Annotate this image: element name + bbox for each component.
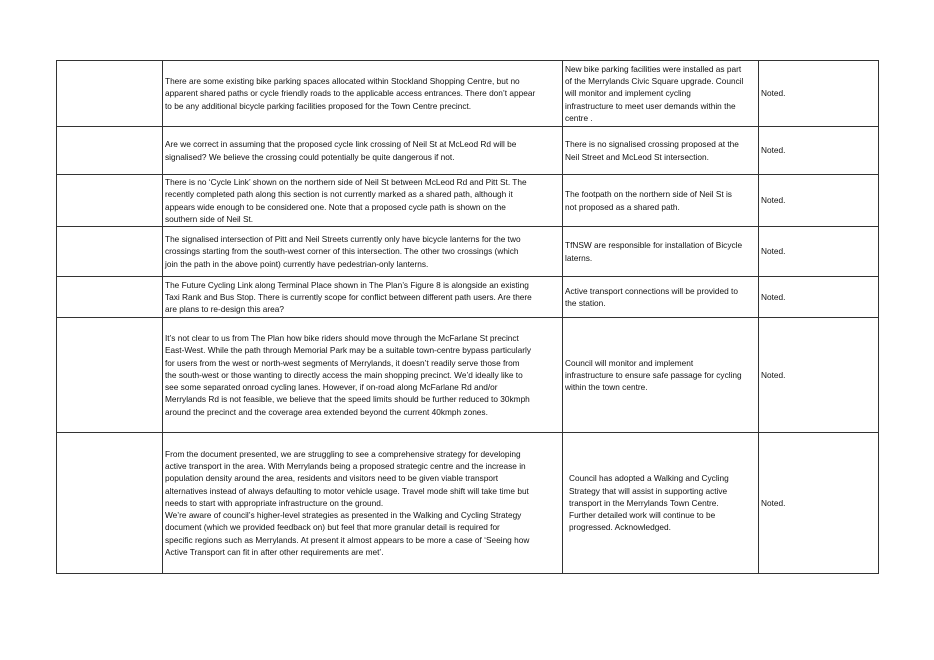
submission-text-line: apparent shared paths or cycle friendly roads to the applicable access entrances. There don’t appear — [165, 88, 536, 99]
response-cell — [563, 175, 759, 227]
submission-cell — [163, 175, 563, 227]
submission-text-line: to be any additional bicycle parking facilities proposed for the Town Centre precinct. — [165, 100, 472, 111]
table-row — [57, 175, 879, 227]
response-cell — [563, 61, 759, 127]
response-text-line: will monitor and implement cycling — [565, 88, 691, 99]
response-text-line: Active transport connections will be provided to — [565, 285, 738, 296]
row-reference-cell — [57, 433, 163, 574]
submission-cell — [163, 433, 563, 574]
row-reference-cell — [57, 127, 163, 175]
table-row — [57, 277, 879, 318]
submissions-table — [56, 60, 879, 574]
status-cell: Noted. — [759, 277, 879, 318]
submission-cell — [163, 61, 563, 127]
response-text-line: not proposed as a shared path. — [565, 201, 680, 212]
response-text-line: within the town centre. — [565, 382, 648, 393]
submission-text-line: Are we correct in assuming that the proposed cycle link crossing of Neil St at McLeod Rd will be — [165, 139, 517, 150]
submission-text-line: specific regions such as Merrylands. At present it almost appears to be more a case of ‘Seeing how — [165, 534, 530, 545]
submission-text-line: Taxi Rank and Bus Stop. There is currently scope for conflict between different path users. Are there — [165, 291, 532, 302]
submission-text-line: signalised? We believe the crossing could potentially be quite dangerous if not. — [165, 151, 455, 162]
table-row — [57, 318, 879, 433]
response-text-line: Neil Street and McLeod St intersection. — [565, 151, 709, 162]
response-text-line: of the Merrylands Civic Square upgrade. Council — [565, 76, 744, 87]
submission-text-line: document (which we provided feedback on) but feel that more granular detail is required for — [165, 522, 500, 533]
submission-text-line: recently completed path along this section is not currently marked as a shared path, although it — [165, 189, 513, 200]
response-cell — [563, 433, 759, 574]
table-row — [57, 227, 879, 277]
row-reference-cell — [57, 175, 163, 227]
submission-text-line: There are some existing bike parking spaces allocated within Stockland Shopping Centre, but no — [165, 76, 520, 87]
table-row — [57, 61, 879, 127]
submission-text-line: East-West. While the path through Memorial Park may be a suitable town-centre bypass particularly — [165, 345, 531, 356]
response-text-line: The footpath on the northern side of Neil St is — [565, 189, 732, 200]
submission-text-line: population density around the area, residents and visitors need to be given viable transport — [165, 473, 499, 484]
submission-text-line: It’s not clear to us from The Plan how bike riders should move through the McFarlane St precinct — [165, 332, 519, 343]
response-text-line: transport in the Merrylands Town Centre. — [569, 497, 719, 508]
row-reference-cell — [57, 318, 163, 433]
submission-text-line: are plans to re-design this area? — [165, 304, 284, 315]
submission-text-line: needs to start with appropriate infrastructure on the ground. — [165, 497, 384, 508]
submission-text-line: crossings starting from the south-west corner of this intersection. The other two crossings (which — [165, 246, 519, 257]
submission-text-line: southern side of Neil St. — [165, 213, 254, 224]
submission-text-line: Merrylands Rd is not feasible, we believe that the speed limits should be further reduced to 30kmph — [165, 394, 530, 405]
submission-text-line: see some separated onroad cycling lanes. However, if on-road along McFarlane Rd and/or — [165, 382, 498, 393]
status-cell: Noted. — [759, 318, 879, 433]
response-text-line: progressed. Acknowledged. — [569, 522, 671, 533]
response-text-line: centre . — [565, 112, 593, 123]
response-cell — [563, 318, 759, 433]
submission-text-line: join the path in the above point) currently have pedestrian-only lanterns. — [165, 258, 429, 269]
response-cell — [563, 277, 759, 318]
status-cell: Noted. — [759, 61, 879, 127]
response-text-line: infrastructure to meet user demands within the — [565, 100, 736, 111]
response-text-line: the station. — [565, 298, 606, 308]
status-cell: Noted. — [759, 227, 879, 277]
table-row — [57, 433, 879, 574]
submission-text-line: appears wide enough to be considered one. Note that a proposed cycle path is shown on the — [165, 201, 506, 212]
submission-text-line: around the precinct and the coverage area extended beyond the current 40kmph zones. — [165, 406, 488, 417]
submission-text-line: active transport in the area. With Merrylands being a proposed strategic centre and the increase in — [165, 460, 526, 471]
submission-cell — [163, 227, 563, 277]
table-row — [57, 127, 879, 175]
submission-cell — [163, 318, 563, 433]
submission-text-line: The Future Cycling Link along Terminal Place shown in The Plan’s Figure 8 is alongside an existing — [165, 279, 529, 290]
response-text-line: Council will monitor and implement — [565, 357, 694, 368]
submission-text-line: alternatives instead of always defaulting to motor vehicle usage. Travel mode shift will take time but — [165, 485, 529, 496]
response-text-line: Strategy that will assist in supporting active — [569, 485, 728, 496]
row-reference-cell — [57, 61, 163, 127]
row-reference-cell — [57, 277, 163, 318]
submission-text-line: for users from the west or north-west segments of Merrylands, it doesn’t readily serve those from — [165, 357, 520, 368]
response-text-line: Council has adopted a Walking and Cycling — [569, 473, 729, 484]
response-text-line: TfNSW are responsible for installation of Bicycle — [565, 240, 743, 251]
submission-text-line: Active Transport can fit in after other requirements are met’. — [165, 547, 384, 558]
submission-text-line: We’re aware of council’s higher-level strategies as presented in the Walking and Cycling Strategy — [165, 510, 522, 521]
status-cell: Noted. — [759, 127, 879, 175]
response-text-line: laterns. — [565, 252, 593, 263]
response-text-line: infrastructure to ensure safe passage for cycling — [565, 369, 742, 380]
submission-text-line: The signalised intersection of Pitt and Neil Streets currently only have bicycle lanterns for the two — [165, 234, 521, 245]
status-cell: Noted. — [759, 175, 879, 227]
submission-cell — [163, 127, 563, 175]
response-text-line: Further detailed work will continue to be — [569, 510, 716, 521]
response-text-line: There is no signalised crossing proposed at the — [565, 139, 739, 150]
row-reference-cell — [57, 227, 163, 277]
submission-cell — [163, 277, 563, 318]
response-cell — [563, 227, 759, 277]
submission-text-line: the south-west or those wanting to directly access the main shopping precinct. We’d ideally like to — [165, 369, 523, 380]
submission-text-line: From the document presented, we are struggling to see a comprehensive strategy for developing — [165, 448, 521, 459]
status-cell: Noted. — [759, 433, 879, 574]
response-text-line: New bike parking facilities were installed as part — [565, 63, 742, 74]
submission-text-line: There is no ‘Cycle Link’ shown on the northern side of Neil St between McLeod Rd and Pitt St. The — [165, 176, 527, 187]
response-cell — [563, 127, 759, 175]
submissions-table-body — [57, 61, 879, 574]
